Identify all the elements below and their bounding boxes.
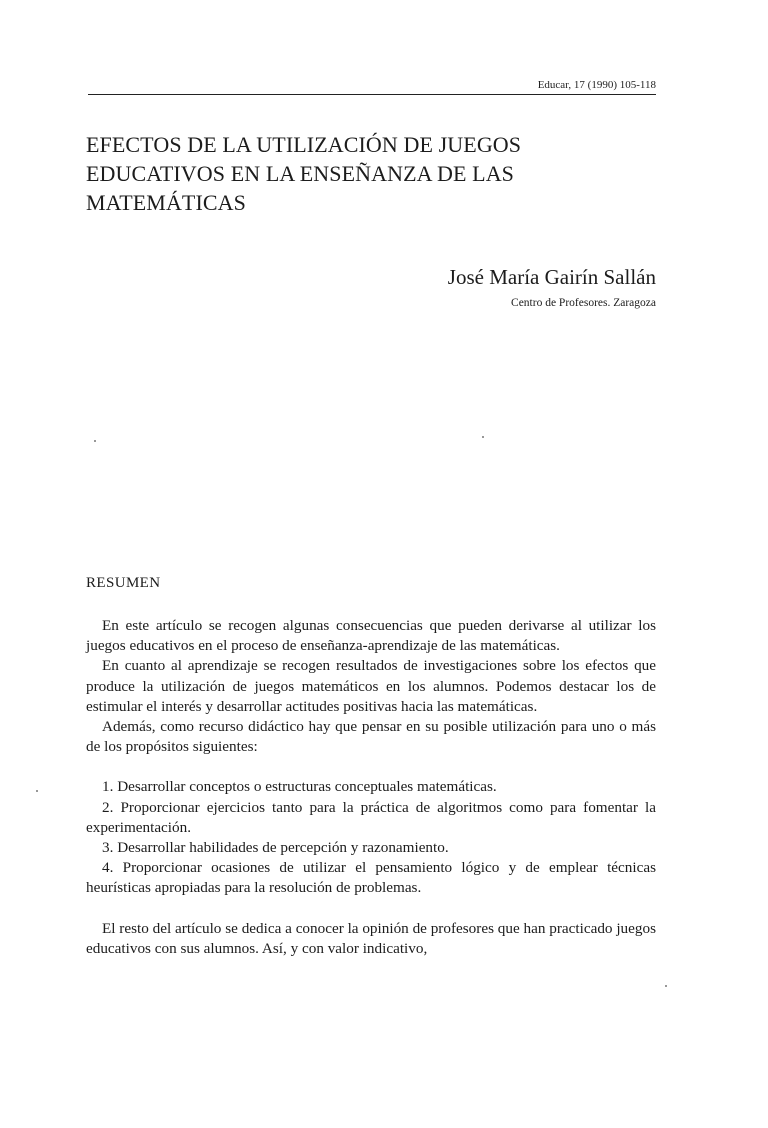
abstract-heading: RESUMEN [86, 575, 161, 591]
purpose-item: 3. Desarrollar habilidades de percepción y razonamiento. [102, 839, 449, 857]
purpose-item: 4. Proporcionar ocasiones de utilizar el pensamiento lógico y de emplear técnicas heurísticas apropiadas para la resolución de problemas. [86, 859, 656, 897]
abstract-body [86, 616, 656, 959]
author-name: José María Gairín Sallán [447, 265, 656, 289]
scan-speck [665, 985, 667, 987]
title-line: MATEMÁTICAS [86, 190, 246, 215]
title-line: EDUCATIVOS EN LA ENSEÑANZA DE LAS [86, 161, 515, 186]
scan-speck [482, 436, 484, 438]
title-line: EFECTOS DE LA UTILIZACIÓN DE JUEGOS [86, 132, 522, 157]
running-head [88, 78, 656, 95]
purpose-item: 1. Desarrollar conceptos o estructuras conceptuales matemáticas. [102, 778, 497, 796]
purposes-list [86, 777, 656, 898]
abstract-paragraph: En cuanto al aprendizaje se recogen resultados de investigaciones sobre los efectos que produce la utilización de juegos matemáticos en los alumnos. Podemos destacar los de estimular el interés y desarrollar actitudes positivas hacia las matemáticas. [86, 657, 656, 715]
abstract-paragraph: Además, como recurso didáctico hay que pensar en su posible utilización para uno o más de los propósitos siguientes: [86, 718, 656, 756]
abstract-closing-paragraph: El resto del artículo se dedica a conocer la opinión de profesores que han practicado juegos educativos con sus alumnos. Así, y con valor indicativo, [86, 919, 656, 957]
scan-speck [94, 440, 96, 442]
article-title [86, 130, 686, 217]
journal-citation: Educar, 17 (1990) 105-118 [537, 79, 656, 91]
purpose-item: 2. Proporcionar ejercicios tanto para la práctica de algoritmos como para fomentar la experimentación. [86, 798, 656, 836]
author-affiliation: Centro de Profesores. Zaragoza [511, 297, 656, 309]
abstract-paragraph: En este artículo se recogen algunas consecuencias que pueden derivarse al utilizar los juegos educativos en el proceso de enseñanza-aprendizaje de las matemáticas. [86, 617, 656, 655]
scan-speck [36, 790, 38, 792]
